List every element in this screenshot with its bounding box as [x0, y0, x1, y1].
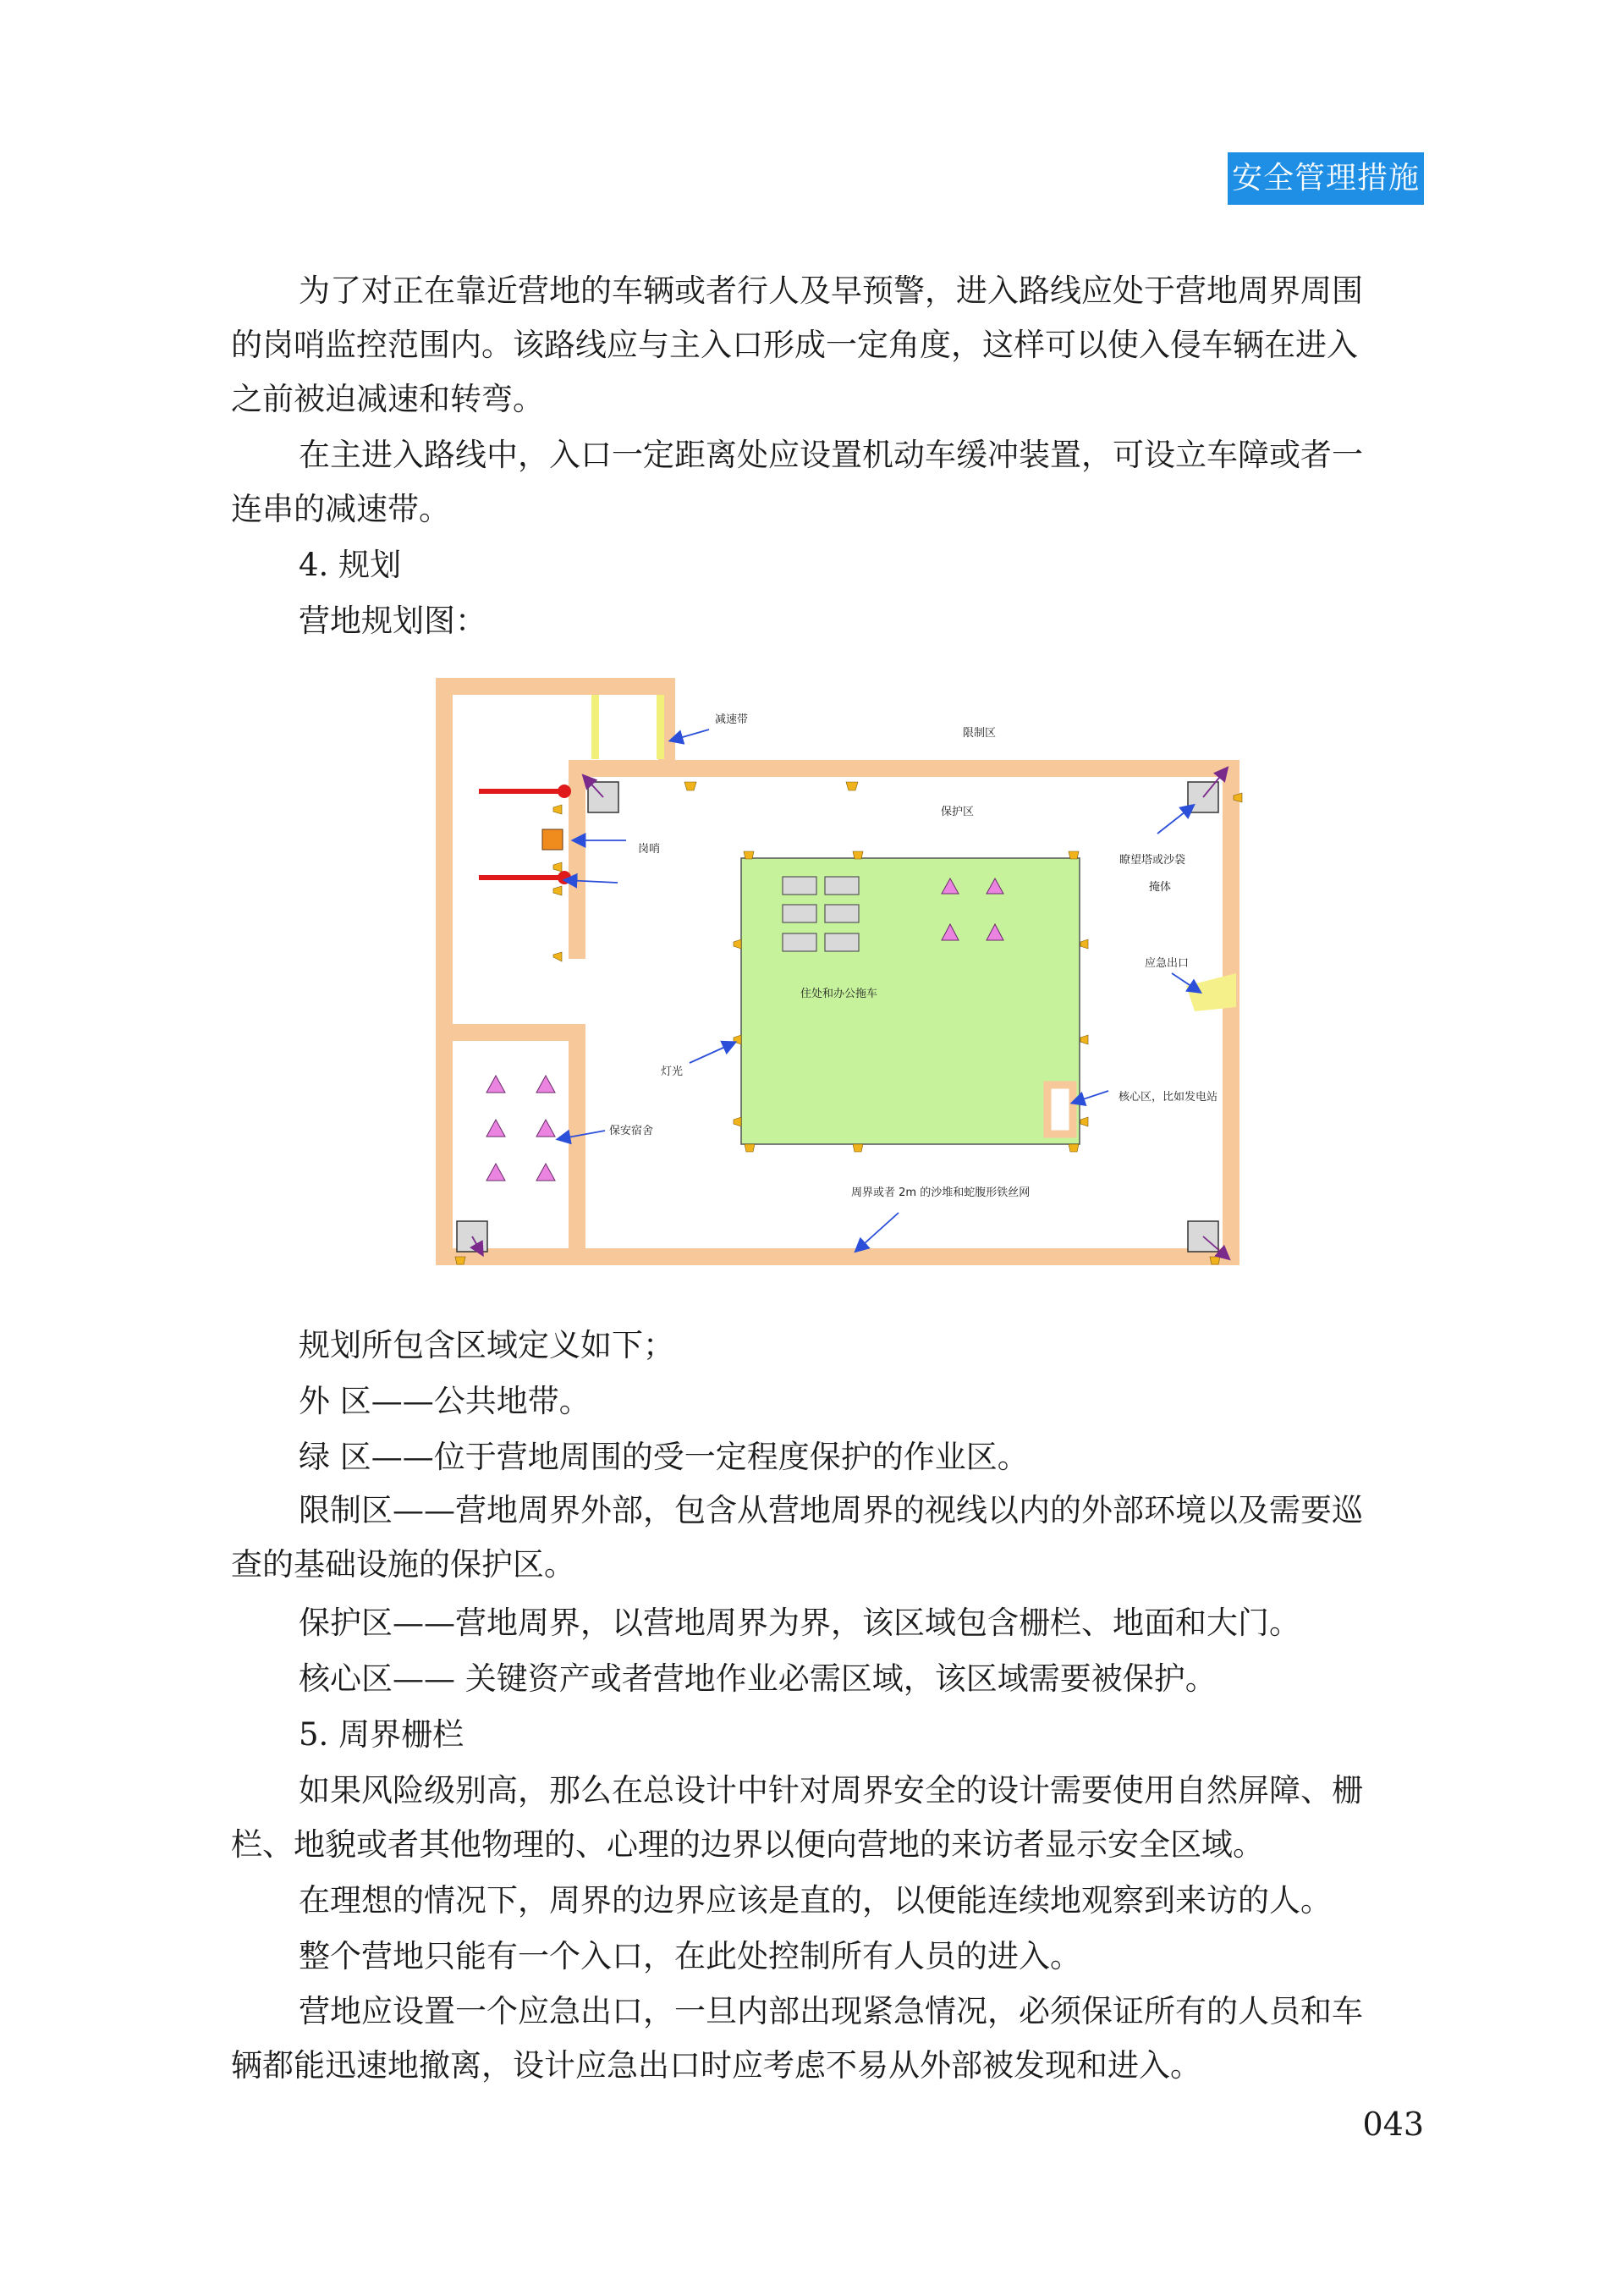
- section-heading-perimeter-fence: [231, 1708, 1424, 1762]
- core-zone-generator: [1047, 1085, 1073, 1134]
- text-line: 为了对正在靠近营地的车辆或者行人及早预警，进入路线应处于营地周界周围: [299, 273, 1363, 309]
- text-line: 的岗哨监控范围内。该路线应与主入口形成一定角度，这样可以使入侵车辆在进入: [231, 327, 1358, 363]
- paragraph-zone-intro: [231, 1319, 1424, 1373]
- label-bunker: 掩体: [1149, 881, 1172, 894]
- text-line: 营地应设置一个应急出口，一旦内部出现紧急情况，必须保证所有的人员和车: [299, 1993, 1363, 2029]
- tents-guard-dorm: [486, 1076, 555, 1181]
- page-number: 043: [1362, 2106, 1424, 2143]
- label-sentry: 岗哨: [638, 843, 661, 856]
- text-line: 查的基础设施的保护区。: [231, 1546, 575, 1583]
- label-restricted-zone: 限制区: [963, 727, 997, 740]
- label-emergency-exit: 应急出口: [1145, 957, 1190, 970]
- label-protected-zone: 保护区: [941, 806, 975, 818]
- text-line: 整个营地只能有一个入口，在此处控制所有人员的进入。: [299, 1938, 1081, 1974]
- sentry-post: [542, 829, 563, 850]
- label-perimeter: 周界或者 2m 的沙堆和蛇腹形铁丝网: [851, 1187, 1031, 1199]
- text-line: 如果风险级别高，那么在总设计中针对周界安全的设计需要使用自然屏障、栅: [299, 1772, 1363, 1809]
- paragraph-green-zone: [231, 1430, 1424, 1484]
- text-line: 在主进入路线中，入口一定距离处应设置机动车缓冲装置，可设立车障或者一: [299, 437, 1363, 473]
- text-line: 栏、地貌或者其他物理的、心理的边界以便向营地的来访者显示安全区域。: [231, 1826, 1264, 1863]
- label-speed-bump: 减速带: [715, 713, 749, 726]
- text-line: 限制区——营地周界外部，包含从营地周界的视线以内的外部环境以及需要巡: [299, 1492, 1363, 1528]
- heading-text: 4. 规划: [299, 547, 402, 583]
- text-line: 连串的减速带。: [231, 491, 450, 527]
- label-guard-dorm: 保安宿舍: [609, 1125, 654, 1137]
- paragraph-straight-boundary: [231, 1874, 1424, 1928]
- paragraph-emergency-exit: [231, 1985, 1424, 2093]
- emergency-exit-marker: [1186, 973, 1236, 1011]
- label-residence: 住处和办公拖车: [800, 988, 878, 1000]
- speed-bumps: [591, 695, 664, 759]
- text-line: 外 区——公共地带。: [299, 1383, 591, 1419]
- paragraph-protected-zone: [231, 1596, 1424, 1650]
- green-zone-residence: [741, 858, 1080, 1144]
- text-line: 保护区——营地周界，以营地周界为界，该区域包含栅栏、地面和大门。: [299, 1605, 1300, 1641]
- text-line: 绿 区——位于营地周围的受一定程度保护的作业区。: [299, 1439, 1029, 1475]
- chapter-header-tag: 安全管理措施: [1228, 152, 1424, 205]
- text-line: 辆都能迅速地撤离，设计应急出口时应考虑不易从外部被发现和进入。: [231, 2047, 1201, 2084]
- label-watchtower: 瞭望塔或沙袋: [1119, 854, 1186, 867]
- paragraph-outer-zone: [231, 1374, 1424, 1429]
- text-line: 营地规划图：: [299, 603, 486, 639]
- heading-text: 5. 周界栅栏: [299, 1716, 464, 1753]
- text-line: 在理想的情况下，周界的边界应该是直的，以便能连续地观察到来访的人。: [299, 1882, 1332, 1919]
- paragraph-high-risk: [231, 1764, 1424, 1872]
- text-line: 核心区—— 关键资产或者营地作业必需区域，该区域需要被保护。: [299, 1660, 1217, 1697]
- text-line: 规划所包含区域定义如下；: [299, 1327, 674, 1363]
- text-line: 之前被迫减速和转弯。: [231, 381, 544, 417]
- paragraph-single-entrance: [231, 1930, 1424, 1984]
- paragraph-restricted-zone: [231, 1484, 1424, 1592]
- paragraph-core-zone: [231, 1652, 1424, 1706]
- label-lights: 灯光: [661, 1065, 684, 1078]
- label-core-zone: 核心区，比如发电站: [1119, 1091, 1218, 1104]
